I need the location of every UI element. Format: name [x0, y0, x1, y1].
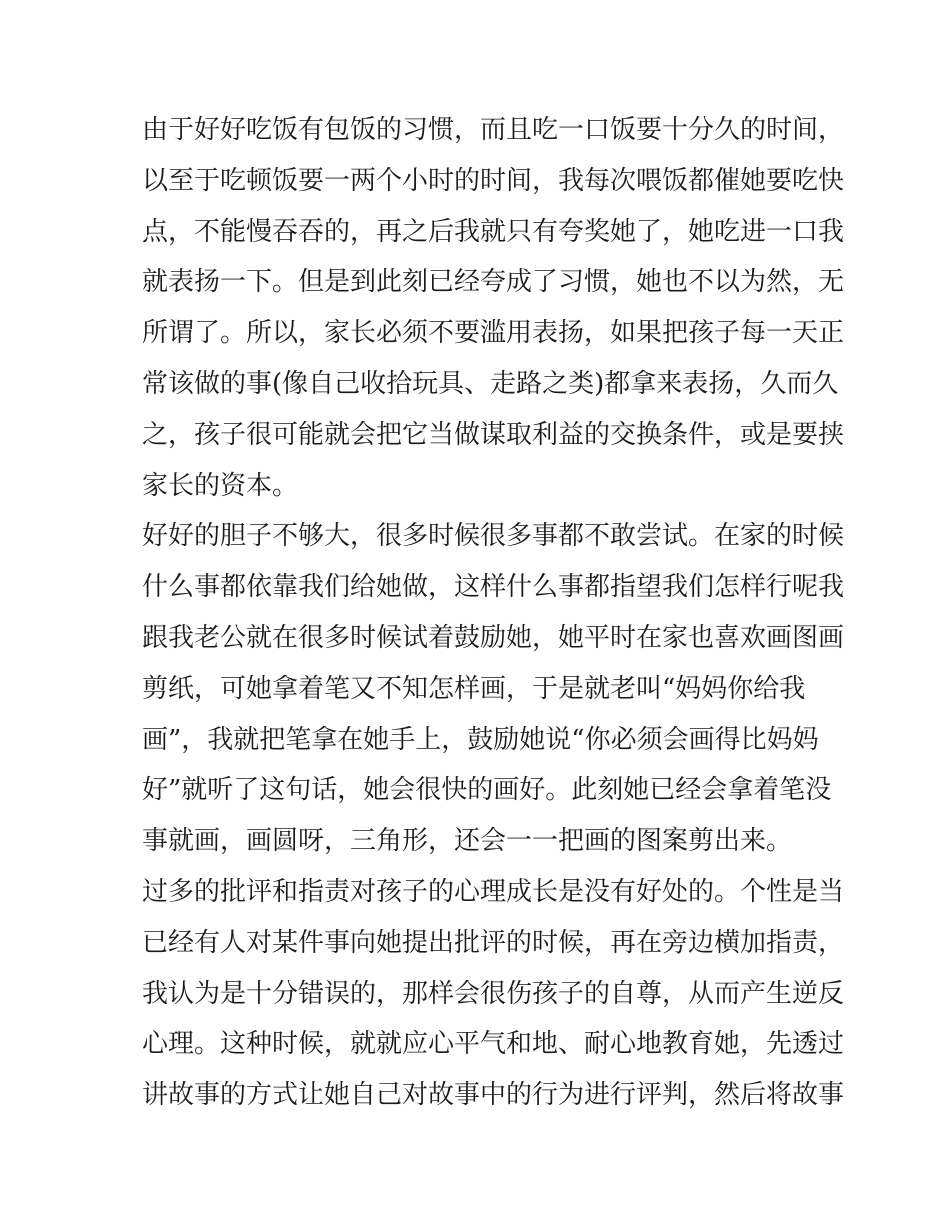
text-line: 画”，我就把笔拿在她手上，鼓励她说“你必须会画得比妈妈 [142, 724, 819, 755]
text-line: 我认为是十分错误的，那样会很伤孩子的自尊，从而产生逆反 [142, 978, 845, 1009]
text-line: 之，孩子很可能就会把它当做谋取利益的交换条件，或是要挟 [142, 419, 845, 450]
text-line: 点，不能慢吞吞的，再之后我就只有夸奖她了，她吃进一口我 [142, 216, 845, 247]
paragraph-2 [142, 511, 845, 867]
text-line: 所谓了。所以，家长必须不要滥用表扬，如果把孩子每一天正 [142, 318, 845, 349]
paragraph-1 [142, 105, 845, 511]
text-line: 心理。这种时候，就就应心平气和地、耐心地教育她，先透过 [142, 1029, 845, 1060]
text-line: 由于好好吃饭有包饭的习惯，而且吃一口饭要十分久的时间， [142, 115, 845, 145]
paragraph-3 [142, 867, 845, 1121]
text-line: 以至于吃顿饭要一两个小时的时间，我每次喂饭都催她要吃快 [142, 165, 845, 196]
text-line: 剪纸，可她拿着笔又不知怎样画，于是就老叫“妈妈你给我 [142, 673, 806, 704]
text-line: 什么事都依靠我们给她做，这样什么事都指望我们怎样行呢我 [142, 572, 845, 603]
text-line: 跟我老公就在很多时候试着鼓励她，她平时在家也喜欢画图画 [142, 622, 845, 653]
text-line: 过多的批评和指责对孩子的心理成长是没有好处的。个性是当 [142, 876, 845, 907]
text-line: 好”就听了这句话，她会很快的画好。此刻她已经会拿着笔没 [142, 775, 832, 806]
text-line: 讲故事的方式让她自己对故事中的行为进行评判，然后将故事 [142, 1080, 845, 1111]
text-line: 家长的资本。 [142, 470, 299, 501]
text-line: 好好的胆子不够大，很多时候很多事都不敢尝试。在家的时候 [142, 521, 845, 552]
text-line: 事就画，画圆呀，三角形，还会一一把画的图案剪出来。 [142, 826, 793, 857]
text-line: 常该做的事(像自己收拾玩具、走路之类)都拿来表扬，久而久 [142, 368, 839, 399]
document-body [142, 105, 845, 1121]
text-line: 就表扬一下。但是到此刻已经夸成了习惯，她也不以为然，无 [142, 267, 845, 298]
text-line: 已经有人对某件事向她提出批评的时候，再在旁边横加指责， [142, 927, 845, 958]
